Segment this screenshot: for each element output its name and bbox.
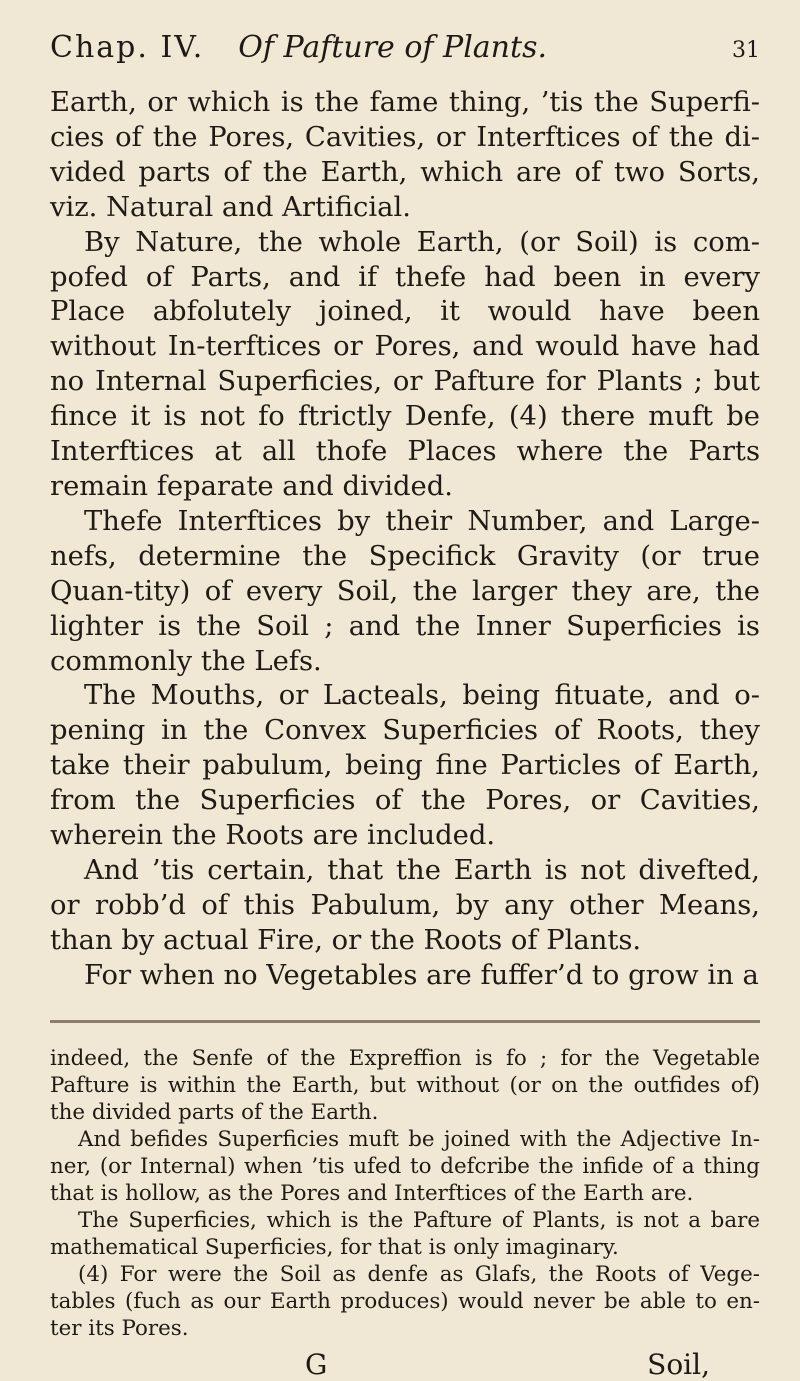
page-footer [50, 1342, 760, 1381]
footnote-paragraph: And befides Superficies muft be joined with the Adjective In-ner, (or Internal) when ’tis ufed to defcribe the infide of a thing that is hollow, as the Pores and Interftices of the Earth are. [50, 1126, 760, 1206]
paragraph: Earth, or which is the fame thing, ’tis the Superfi-cies of the Pores, Cavities, or Interftices of the di-vided parts of the Earth, which are of two Sorts, viz. Natural and Artificial. [50, 87, 760, 223]
signature-mark: G [305, 1347, 328, 1381]
paragraph: Thefe Interftices by their Number, and Large-nefs, determine the Specifick Gravity (or true Quan-tity) of every Soil, the larger they are, the lighter is the Soil ; and the Inner Superficies is commonly the Lefs. [50, 505, 760, 677]
paragraph: By Nature, the whole Earth, (or Soil) is com-pofed of Parts, and if thefe had been in every Place abfolutely joined, it would have been without In-terftices or Pores, and would have had no Internal Superficies, or Pafture for Plants ; but fince it is not fo ftrictly Denfe, (4) there muft be Interftices at all thofe Places where the Parts remain feparate and divided. [50, 226, 760, 502]
paragraph: The Mouths, or Lacteals, being fituate, and o-pening in the Convex Superficies of Roots, they take their pabulum, being fine Particles of Earth, from the Superficies of the Pores, or Cavities, wherein the Roots are included. [50, 680, 760, 852]
catchword: Soil, [647, 1347, 710, 1381]
running-title: Of Pafture of Plants. [238, 30, 547, 65]
footnote-divider [50, 1020, 760, 1023]
page-number: 31 [732, 38, 760, 63]
footnote-paragraph: indeed, the Senfe of the Expreffion is fo ; for the Vegetable Pafture is within the Earth, but without (or on the outfides of) the divided parts of the Earth. [50, 1045, 760, 1125]
page-header [50, 30, 760, 86]
paragraph: And ’tis certain, that the Earth is not divefted, or robb’d of this Pabulum, by any other Means, than by actual Fire, or the Roots of Plants. [50, 854, 760, 956]
paragraph: For when no Vegetables are fuffer’d to grow in a [84, 959, 759, 991]
chapter-heading: Chap. IV. [50, 30, 205, 65]
footnotes [50, 1045, 760, 1342]
main-text [50, 86, 760, 994]
footnote-paragraph: (4) For were the Soil as denfe as Glafs, the Roots of Vege-tables (fuch as our Earth produces) would never be able to en-ter its Pores. [50, 1261, 760, 1341]
footnote-paragraph: The Superficies, which is the Pafture of Plants, is not a bare mathematical Superficies, for that is only imaginary. [50, 1207, 760, 1260]
